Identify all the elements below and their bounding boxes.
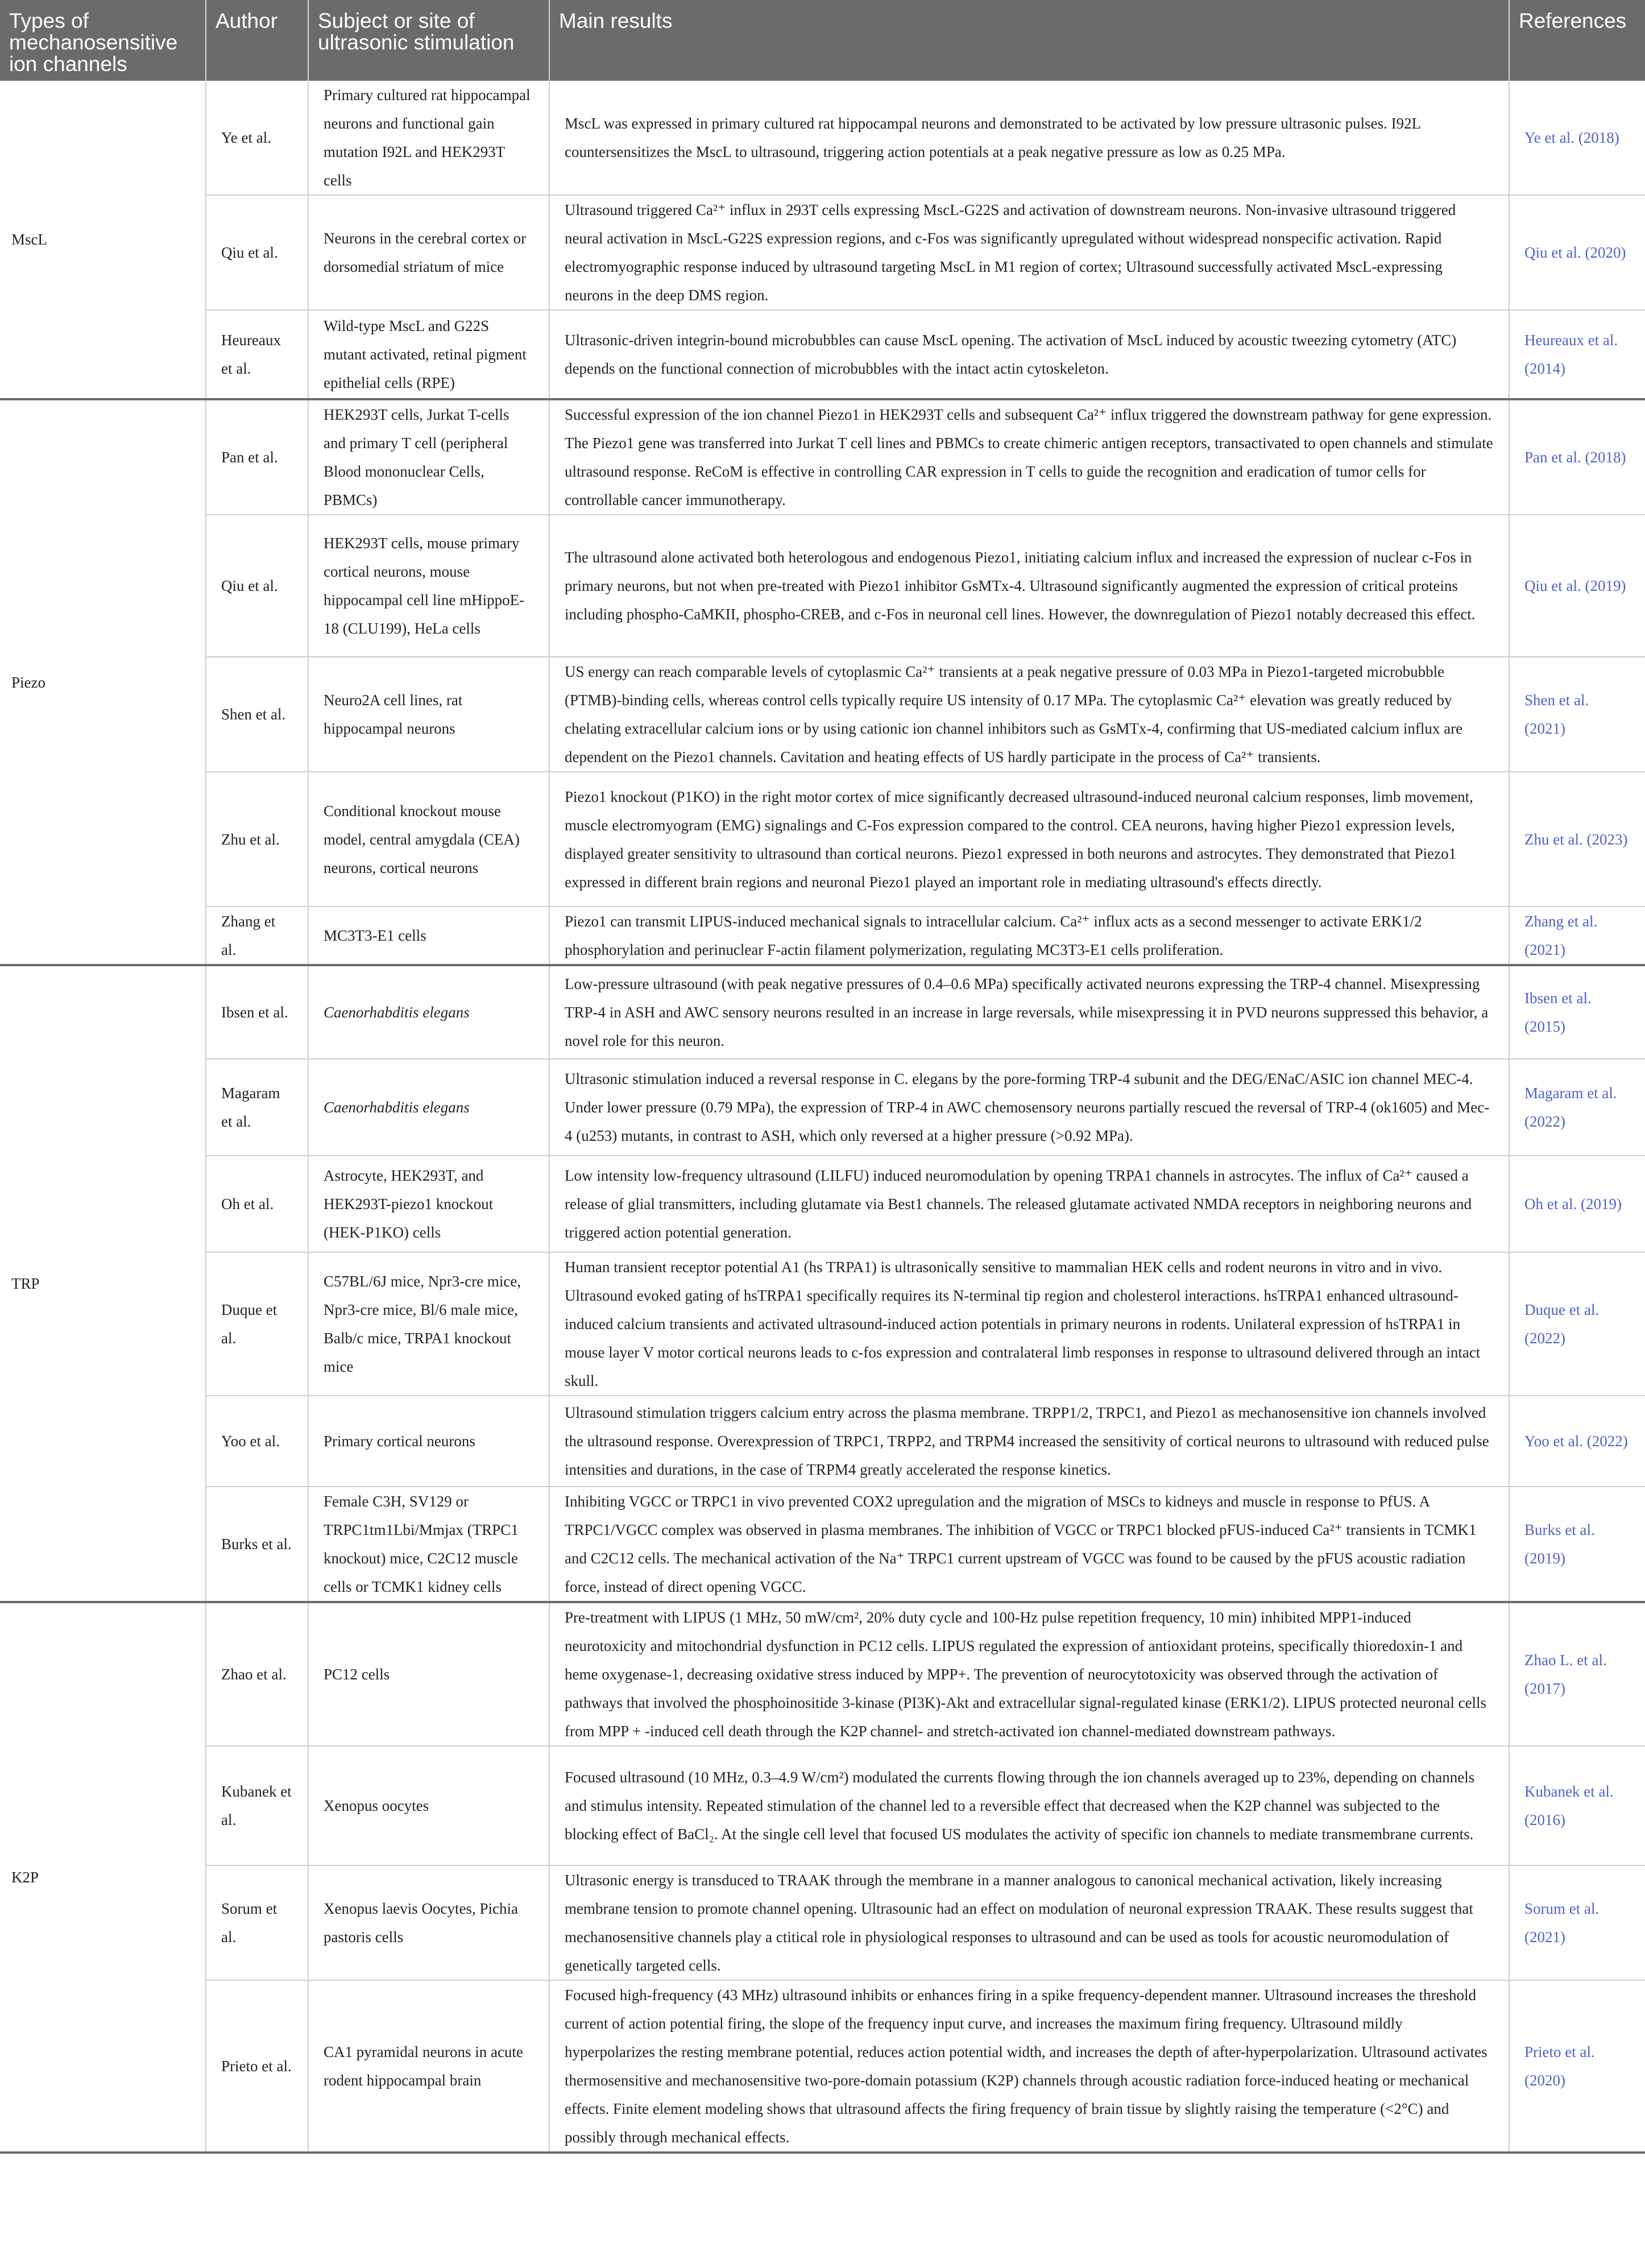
result-cell: Ultrasonic-driven integrin-bound microbubbles can cause MscL opening. The activation of MscL induced by acoustic tweezing cytometry (ATC) depends on the functional connection of microbubbles with the intact actin cytoskeleton. xyxy=(549,310,1509,399)
reference-link: Yoo et al. (2022) xyxy=(1509,1396,1645,1487)
subject-cell: Wild-type MscL and G22S mutant activated, retinal pigment epithelial cells (RPE) xyxy=(308,310,549,399)
table-row xyxy=(0,1602,1645,1746)
header-author: Author xyxy=(206,0,308,81)
author-cell: Ye et al. xyxy=(206,81,308,195)
reference-link: Ibsen et al. (2015) xyxy=(1509,965,1645,1059)
result-cell: Pre-treatment with LIPUS (1 MHz, 50 mW/cm², 20% duty cycle and 100-Hz pulse repetition frequency, 10 min) inhibited MPP1-induced neurotoxicity and mitochondrial dysfunction in PC12 cells. LIPUS regulated the expression of antioxidant proteins, specifically thioredoxin-1 and heme oxygenase-1, decreasing oxidative stress induced by MPP+. The prevention of neurocytotoxicity was observed through the activation of pathways that involved the phosphoinositide 3-kinase (PI3K)-Akt and extracellular signal-regulated kinase (ERK1/2). LIPUS protected neuronal cells from MPP + -induced cell death through the K2P channel- and stretch-activated ion channel-mediated downstream pathways. xyxy=(549,1602,1509,1746)
result-cell: Piezo1 can transmit LIPUS-induced mechanical signals to intracellular calcium. Ca²⁺ influx acts as a second messenger to activate ERK1/2 phosphorylation and perinuclear F-actin filament polymerization, regulating MC3T3-E1 cells proliferation. xyxy=(549,907,1509,965)
reference-link: Burks et al. (2019) xyxy=(1509,1487,1645,1602)
channel-type-cell: TRP xyxy=(0,965,206,1602)
table-row xyxy=(0,907,1645,965)
reference-link: Zhang et al. (2021) xyxy=(1509,907,1645,965)
reference-link: Heureaux et al. (2014) xyxy=(1509,310,1645,399)
subject-cell: Neuro2A cell lines, rat hippocampal neurons xyxy=(308,657,549,772)
channel-type-cell: Piezo xyxy=(0,399,206,965)
author-cell: Zhao et al. xyxy=(206,1602,308,1746)
table-row xyxy=(0,772,1645,907)
author-cell: Qiu et al. xyxy=(206,515,308,657)
table-row xyxy=(0,310,1645,399)
channel-type-cell: K2P xyxy=(0,1602,206,2153)
reference-link: Magaram et al. (2022) xyxy=(1509,1059,1645,1156)
result-cell: MscL was expressed in primary cultured rat hippocampal neurons and demonstrated to be activated by low pressure ultrasonic pulses. I92L countersensitizes the MscL to ultrasound, triggering action potentials at a peak negative pressure as low as 0.25 MPa. xyxy=(549,81,1509,195)
result-cell: Human transient receptor potential A1 (hs TRPA1) is ultrasonically sensitive to mammalian HEK cells and rodent neurons in vitro and in vivo. Ultrasound evoked gating of hsTRPA1 specifically requires its N-terminal tip region and cholesterol interactions. hsTRPA1 enhanced ultrasound-induced calcium transients and activated ultrasound-induced action potentials in primary neurons in rodents. Unilateral expression of hsTRPA1 in mouse layer V motor cortical neurons leads to c-fos expression and contralateral limb responses in response to ultrasound delivered through an intact skull. xyxy=(549,1252,1509,1396)
author-cell: Oh et al. xyxy=(206,1156,308,1252)
subject-cell: Neurons in the cerebral cortex or dorsomedial striatum of mice xyxy=(308,195,549,310)
table-row xyxy=(0,657,1645,772)
table-row xyxy=(0,399,1645,515)
author-cell: Ibsen et al. xyxy=(206,965,308,1059)
table-row xyxy=(0,1746,1645,1865)
table-row xyxy=(0,81,1645,195)
subject-cell: Caenorhabditis elegans xyxy=(308,965,549,1059)
subject-cell: MC3T3-E1 cells xyxy=(308,907,549,965)
reference-link: Shen et al. (2021) xyxy=(1509,657,1645,772)
table-row xyxy=(0,1396,1645,1487)
channel-type-cell: MscL xyxy=(0,81,206,399)
subject-cell: Astrocyte, HEK293T, and HEK293T-piezo1 knockout (HEK-P1KO) cells xyxy=(308,1156,549,1252)
subject-cell: Xenopus oocytes xyxy=(308,1746,549,1865)
table-row xyxy=(0,1980,1645,2153)
result-cell: US energy can reach comparable levels of cytoplasmic Ca²⁺ transients at a peak negative pressure of 0.03 MPa in Piezo1-targeted microbubble (PTMB)-binding cells, whereas control cells typically require US intensity of 0.17 MPa. The cytoplasmic Ca²⁺ elevation was greatly reduced by chelating extracellular calcium ions or by using cationic ion channel inhibitors such as GsMTx-4, confirming that US-mediated calcium influx are dependent on the Piezo1 channels. Cavitation and heating effects of US hardly participate in the process of Ca²⁺ transients. xyxy=(549,657,1509,772)
author-cell: Prieto et al. xyxy=(206,1980,308,2153)
reference-link: Pan et al. (2018) xyxy=(1509,399,1645,515)
subject-cell: Xenopus laevis Oocytes, Pichia pastoris cells xyxy=(308,1865,549,1980)
table-header xyxy=(0,0,1645,81)
subject-cell: Primary cultured rat hippocampal neurons and functional gain mutation I92L and HEK293T cells xyxy=(308,81,549,195)
result-cell: Ultrasonic energy is transduced to TRAAK through the membrane in a manner analogous to canonical mechanical activation, likely increasing membrane tension to promote channel opening. Ultrasounic had an effect on modulation of neuronal expression TRAAK. These results suggest that mechanosensitive channels play a ctitical role in physiological responses to ultrasound and can be used as tools for acoustic neuromodulation of genetically targeted cells. xyxy=(549,1865,1509,1980)
author-cell: Shen et al. xyxy=(206,657,308,772)
header-subject: Subject or site of ultrasonic stimulation xyxy=(308,0,549,81)
author-cell: Kubanek et al. xyxy=(206,1746,308,1865)
author-cell: Zhu et al. xyxy=(206,772,308,907)
subject-cell: Female C3H, SV129 or TRPC1tm1Lbi/Mmjax (TRPC1 knockout) mice, C2C12 muscle cells or TCMK1 kidney cells xyxy=(308,1487,549,1602)
subject-cell: HEK293T cells, mouse primary cortical neurons, mouse hippocampal cell line mHippoE-18 (CLU199), HeLa cells xyxy=(308,515,549,657)
result-cell: Piezo1 knockout (P1KO) in the right motor cortex of mice significantly decreased ultrasound-induced neuronal calcium responses, limb movement, muscle electromyogram (EMG) signalings and C-Fos expression compared to the control. CEA neurons, having higher Piezo1 expression levels, displayed greater sensitivity to ultrasound than cortical neurons. Piezo1 expressed in both neurons and astrocytes. They demonstrated that Piezo1 expressed in different brain regions and neuronal Piezo1 played an important role in mediating ultrasound's effects directly. xyxy=(549,772,1509,907)
result-cell: Focused high-frequency (43 MHz) ultrasound inhibits or enhances firing in a spike frequency-dependent manner. Ultrasound increases the threshold current of action potential firing, the slope of the frequency input curve, and increases the maximum firing frequency. Ultrasound mildly hyperpolarizes the resting membrane potential, reduces action potential width, and increases the depth of after-hyperpolarization. Ultrasound activates thermosensitive and mechanosensitive two-pore-domain potassium (K2P) channels through acoustic radiation force-induced heating or mechanical effects. Finite element modeling shows that ultrasound affects the firing frequency of brain tissue by slightly raising the temperature (<2°C) and possibly through mechanical effects. xyxy=(549,1980,1509,2153)
result-cell: Ultrasound stimulation triggers calcium entry across the plasma membrane. TRPP1/2, TRPC1, and Piezo1 as mechanosensitive ion channels involved the ultrasound response. Overexpression of TRPC1, TRPP2, and TRPM4 increased the sensitivity of cortical neurons to ultrasound with reduced pulse intensities and durations, in the case of TRPM4 greatly accelerated the response kinetics. xyxy=(549,1396,1509,1487)
subject-cell: PC12 cells xyxy=(308,1602,549,1746)
author-cell: Duque et al. xyxy=(206,1252,308,1396)
header-type: Types of mechanosensitive ion channels xyxy=(0,0,206,81)
subject-cell: Caenorhabditis elegans xyxy=(308,1059,549,1156)
reference-link: Zhao L. et al. (2017) xyxy=(1509,1602,1645,1746)
reference-link: Oh et al. (2019) xyxy=(1509,1156,1645,1252)
author-cell: Magaram et al. xyxy=(206,1059,308,1156)
result-cell: Ultrasonic stimulation induced a reversal response in C. elegans by the pore-forming TRP-4 subunit and the DEG/ENaC/ASIC ion channel MEC-4. Under lower pressure (0.79 MPa), the expression of TRP-4 in AWC chemosensory neurons partially rescued the reversal of TRP-4 (ok1605) and Mec-4 (u253) mutants, in contrast to ASH, which only reversed at a higher pressure (>0.92 MPa). xyxy=(549,1059,1509,1156)
table-row xyxy=(0,1252,1645,1396)
result-cell: Ultrasound triggered Ca²⁺ influx in 293T cells expressing MscL-G22S and activation of downstream neurons. Non-invasive ultrasound triggered neural activation in MscL-G22S expression regions, and c-Fos was significantly upregulated without widespread nonspecific activation. Rapid electromyographic response induced by ultrasound targeting MscL in M1 region of cortex; Ultrasound successfully activated MscL-expressing neurons in the deep DMS region. xyxy=(549,195,1509,310)
subject-cell: Conditional knockout mouse model, central amygdala (CEA) neurons, cortical neurons xyxy=(308,772,549,907)
reference-link: Zhu et al. (2023) xyxy=(1509,772,1645,907)
subject-cell: CA1 pyramidal neurons in acute rodent hippocampal brain xyxy=(308,1980,549,2153)
reference-link: Kubanek et al. (2016) xyxy=(1509,1746,1645,1865)
header-results: Main results xyxy=(549,0,1509,81)
table-body xyxy=(0,81,1645,2153)
table-row xyxy=(0,965,1645,1059)
header-references: References xyxy=(1509,0,1645,81)
result-cell: Inhibiting VGCC or TRPC1 in vivo prevented COX2 upregulation and the migration of MSCs to kidneys and muscle in response to PfUS. A TRPC1/VGCC complex was observed in plasma membranes. The inhibition of VGCC or TRPC1 blocked pFUS-induced Ca²⁺ transients in TCMK1 and C2C12 cells. The mechanical activation of the Na⁺ TRPC1 current upstream of VGCC was found to be caused by the pFUS acoustic radiation force, instead of direct opening VGCC. xyxy=(549,1487,1509,1602)
table-row xyxy=(0,515,1645,657)
author-cell: Burks et al. xyxy=(206,1487,308,1602)
table-row xyxy=(0,195,1645,310)
reference-link: Duque et al. (2022) xyxy=(1509,1252,1645,1396)
reference-link: Qiu et al. (2020) xyxy=(1509,195,1645,310)
table-row xyxy=(0,1156,1645,1252)
author-cell: Sorum et al. xyxy=(206,1865,308,1980)
author-cell: Heureaux et al. xyxy=(206,310,308,399)
subject-cell: HEK293T cells, Jurkat T-cells and primary T cell (peripheral Blood mononuclear Cells, PBMCs) xyxy=(308,399,549,515)
result-cell: Low-pressure ultrasound (with peak negative pressures of 0.4–0.6 MPa) specifically activated neurons expressing the TRP-4 channel. Misexpressing TRP-4 in ASH and AWC sensory neurons resulted in an increase in large reversals, while misexpressing it in PVD neurons suppressed this behavior, a novel role for this neuron. xyxy=(549,965,1509,1059)
author-cell: Zhang et al. xyxy=(206,907,308,965)
reference-link: Sorum et al. (2021) xyxy=(1509,1865,1645,1980)
reference-link: Qiu et al. (2019) xyxy=(1509,515,1645,657)
author-cell: Pan et al. xyxy=(206,399,308,515)
result-cell: Successful expression of the ion channel Piezo1 in HEK293T cells and subsequent Ca²⁺ influx triggered the downstream pathway for gene expression. The Piezo1 gene was transferred into Jurkat T cell lines and PBMCs to create chimeric antigen receptors, transactivated to open channels and stimulate ultrasound response. ReCoM is effective in controlling CAR expression in T cells to guide the recognition and eradication of tumor cells for controllable cancer immunotherapy. xyxy=(549,399,1509,515)
table-row xyxy=(0,1487,1645,1602)
author-cell: Yoo et al. xyxy=(206,1396,308,1487)
result-cell: The ultrasound alone activated both heterologous and endogenous Piezo1, initiating calcium influx and increased the expression of nuclear c-Fos in primary neurons, but not when pre-treated with Piezo1 inhibitor GsMTx-4. Ultrasound significantly augmented the expression of critical proteins including phospho-CaMKII, phospho-CREB, and c-Fos in neuronal cell lines. However, the downregulation of Piezo1 notably decreased this effect. xyxy=(549,515,1509,657)
reference-link: Prieto et al. (2020) xyxy=(1509,1980,1645,2153)
subject-cell: Primary cortical neurons xyxy=(308,1396,549,1487)
author-cell: Qiu et al. xyxy=(206,195,308,310)
result-cell: Low intensity low-frequency ultrasound (LILFU) induced neuromodulation by opening TRPA1 channels in astrocytes. The influx of Ca²⁺ caused a release of glial transmitters, including glutamate via Best1 channels. The released glutamate activated NMDA receptors in neighboring neurons and triggered action potential generation. xyxy=(549,1156,1509,1252)
result-cell: Focused ultrasound (10 MHz, 0.3–4.9 W/cm²) modulated the currents flowing through the ion channels averaged up to 23%, depending on channels and stimulus intensity. Repeated stimulation of the channel led to a reversible effect that decreased when the K2P channel was subjected to the blocking effect of BaCl₂. At the single cell level that focused US modulates the activity of specific ion channels to mediate transmembrane currents. xyxy=(549,1746,1509,1865)
reference-link: Ye et al. (2018) xyxy=(1509,81,1645,195)
subject-cell: C57BL/6J mice, Npr3-cre mice, Npr3-cre mice, Bl/6 male mice, Balb/c mice, TRPA1 knockout mice xyxy=(308,1252,549,1396)
table-row xyxy=(0,1059,1645,1156)
table-row xyxy=(0,1865,1645,1980)
